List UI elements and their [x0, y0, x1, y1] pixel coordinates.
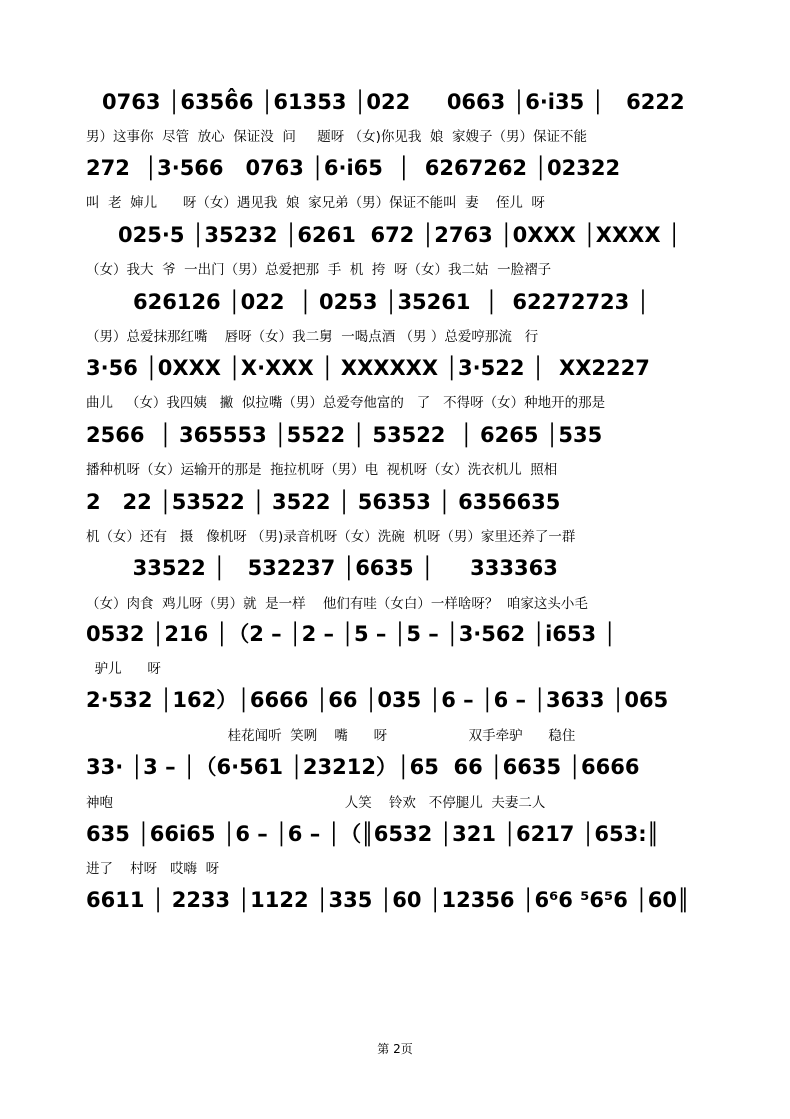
notation-row-5: 3·56 │0XXX │X·XXX │ XXXXXX │3·522 │ XX2227 — [86, 356, 650, 380]
notation-row-13: 6611 │ 2233 │1122 │335 │60 │12356 │6⁶6 ⁵6⁵6 │60║ — [86, 888, 690, 912]
notation-row-8: 33522 │ 532237 │6635 │ 333363 — [118, 556, 558, 580]
notation-row-12: 635 │66i65 │6 – │6 – │（║6532 │321 │6217 │653:║ — [86, 822, 660, 846]
notation-row-9: 0532 │216 │（2 – │2 – │5 – │5 – │3·562 │i653 │ — [86, 622, 617, 646]
lyrics-row-2: 叫 老 婶儿 呀（女）遇见我 娘 家兄弟（男）保证不能叫 妻 侄儿 呀 — [86, 195, 545, 211]
notation-row-2: 272 │3·566 0763 │6·i65 │ 6267262 │02322 — [86, 156, 621, 180]
page-number: 第 2页 — [377, 1042, 413, 1056]
notation-row-7: 2 22 │53522 │ 3522 │ 56353 │ 6356635 — [86, 490, 561, 514]
notation-row-4: 626126 │022 │ 0253 │35261 │ 62272723 │ — [133, 290, 650, 314]
lyrics-row-8: （女）肉食 鸡儿呀（男）就 是一样 他们有哇（女白）一样啥呀？ 咱家这头小毛 — [86, 596, 588, 612]
notation-row-6: 2566 │ 365553 │5522 │ 53522 │ 6265 │535 — [86, 423, 603, 447]
lyrics-row-5: 曲儿 （女）我四姨 撇 似拉嘴（男）总爱夸他富的 了 不得呀（女）种地开的那是 — [86, 395, 606, 411]
lyrics-row-7: 机（女）还有 摄 像机呀 （男)录音机呀（女）洗碗 机呀（男）家里还养了一群 — [86, 529, 576, 545]
lyrics-row-9: 驴儿 呀 — [86, 661, 161, 677]
lyrics-row-6: 播种机呀（女）运输开的那是 拖拉机呀（男）电 视机呀（女）洗衣机儿 照相 — [86, 462, 558, 478]
lyrics-row-11: 神咆 人笑 铃欢 不停腿儿 夫妻二人 — [86, 795, 546, 811]
lyrics-row-12: 进了 村呀 哎嗨 呀 — [86, 861, 220, 877]
lyrics-row-1: 男）这事你 尽管 放心 保证没 问 题呀 （女)你见我 娘 家嫂子（男）保证不能 — [86, 129, 588, 145]
notation-row-11: 33· │3 – │（6·561 │23212）│65 66 │6635 │6666 — [86, 755, 640, 779]
notation-row-10: 2·532 │162）│6666 │66 │035 │6 – │6 – │3633 │065 — [86, 688, 669, 712]
lyrics-row-3: （女）我大 爷 一出门（男）总爱把那 手 机 挎 呀（女）我二姑 一脸褶子 — [86, 262, 552, 278]
notation-row-1: 0763 │6356̂6 │61353 │022 0663 │6·i35 │ 6222 — [102, 90, 685, 114]
lyrics-row-10: 桂花闻听 笑咧 嘴 呀 双手牵驴 稳住 — [86, 728, 576, 744]
notation-row-3: 025·5 │35232 │6261 672 │2763 │0XXX │XXXX │ — [118, 223, 681, 247]
lyrics-row-4: （男）总爱抹那红嘴 唇呀（女）我二舅 一喝点酒 （男 ）总爱哼那流 行 — [86, 329, 539, 345]
